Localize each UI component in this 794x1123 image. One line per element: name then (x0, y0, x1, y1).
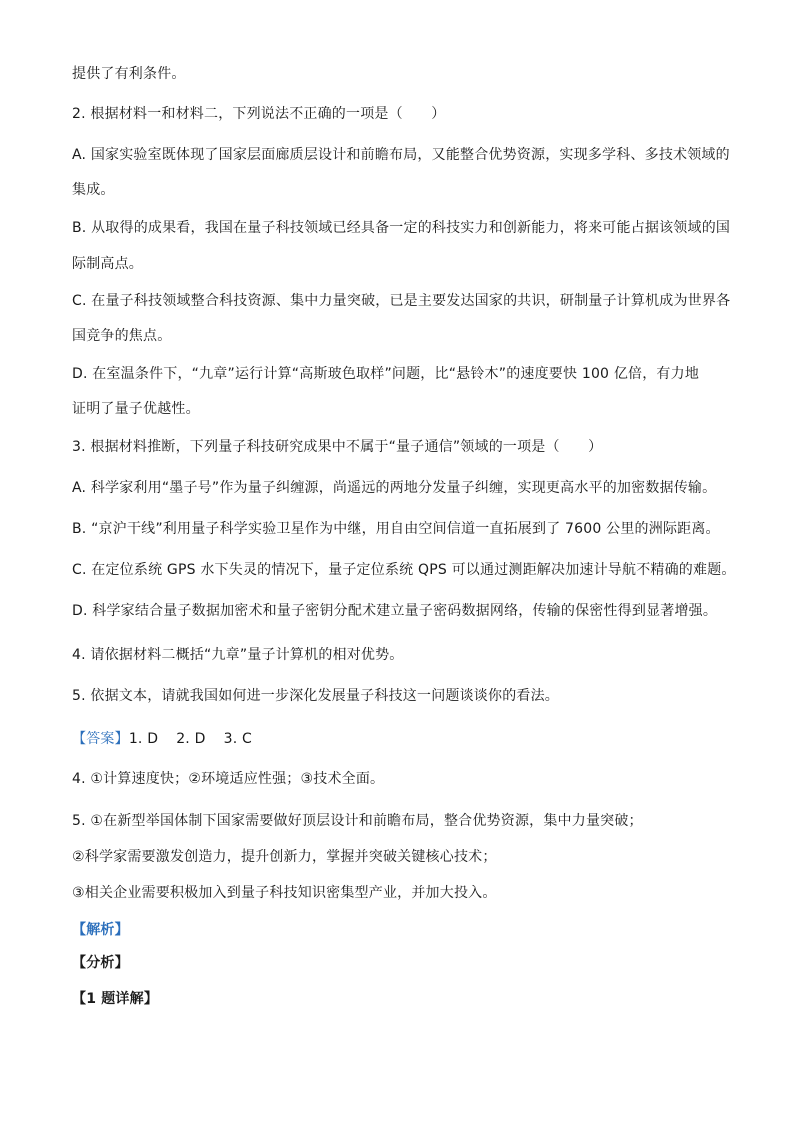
option-2a-cont: 集成。 (72, 182, 115, 198)
answer-5-line-3: ③相关企业需要积极加入到量子科技知识密集型产业，并加大投入。 (72, 885, 497, 901)
question-4: 4. 请依据材料二概括“九章”量子计算机的相对优势。 (72, 647, 404, 663)
analysis-heading: 【解析】 (72, 922, 129, 938)
option-2a: A. 国家实验室既体现了国家层面廊质层设计和前瞻布局，又能整合优势资源，实现多学科、多技术领域的 (72, 147, 730, 163)
answer-1: 1. D (128, 731, 159, 747)
option-3a: A. 科学家利用“墨子号”作为量子纠缠源，尚遥远的两地分发量子纠缠，实现更高水平的加密数据传输。 (72, 480, 717, 496)
option-2c-cont: 国竞争的焦点。 (72, 328, 172, 344)
question-3: 3. 根据材料推断，下列量子科技研究成果中不属于“量子通信”领域的一项是（ ） (72, 439, 603, 455)
option-2b: B. 从取得的成果看，我国在量子科技领域已经具备一定的科技实力和创新能力，将来可能占据该领域的国 (72, 220, 731, 236)
option-2c: C. 在量子科技领域整合科技资源、集中力量突破，已是主要发达国家的共识，研制量子计算机成为世界各 (72, 293, 731, 309)
detail-heading: 【1 题详解】 (72, 991, 159, 1007)
option-2d-cont: 证明了量子优越性。 (72, 401, 200, 417)
option-2b-cont: 际制高点。 (72, 256, 143, 272)
analysis-subheading: 【分析】 (72, 955, 129, 971)
option-3b: B. “京沪干线”利用量子科学实验卫星作为中继，用自由空间信道一直拓展到了 7600 公里的洲际距离。 (72, 521, 720, 537)
question-2: 2. 根据材料一和材料二，下列说法不正确的一项是（ ） (72, 106, 446, 122)
answer-line (72, 729, 252, 749)
option-3d: D. 科学家结合量子数据加密术和量子密钥分配术建立量子密码数据网络，传输的保密性得到显著增强。 (72, 603, 718, 619)
option-3c: C. 在定位系统 GPS 水下失灵的情况下，量子定位系统 QPS 可以通过测距解决加速计导航不精确的难题。 (72, 562, 736, 578)
answer-5-line-2: ②科学家需要激发创造力，提升创新力，掌握并突破关键核心技术； (72, 849, 497, 865)
answer-label: 【答案】 (72, 731, 129, 747)
text-line: 提供了有利条件。 (72, 66, 186, 82)
answer-4: 4. ①计算速度快；②环境适应性强；③技术全面。 (72, 771, 385, 787)
answer-3: 3. C (223, 731, 252, 747)
question-5: 5. 依据文本，请就我国如何进一步深化发展量子科技这一问题谈谈你的看法。 (72, 688, 560, 704)
answer-2: 2. D (176, 731, 206, 747)
answer-5-line-1: 5. ①在新型举国体制下国家需要做好顶层设计和前瞻布局，整合优势资源，集中力量突破； (72, 813, 643, 829)
option-2d: D. 在室温条件下，“九章”运行计算“高斯玻色取样”问题，比“悬铃木”的速度要快 100 亿倍，有力地 (72, 366, 700, 382)
